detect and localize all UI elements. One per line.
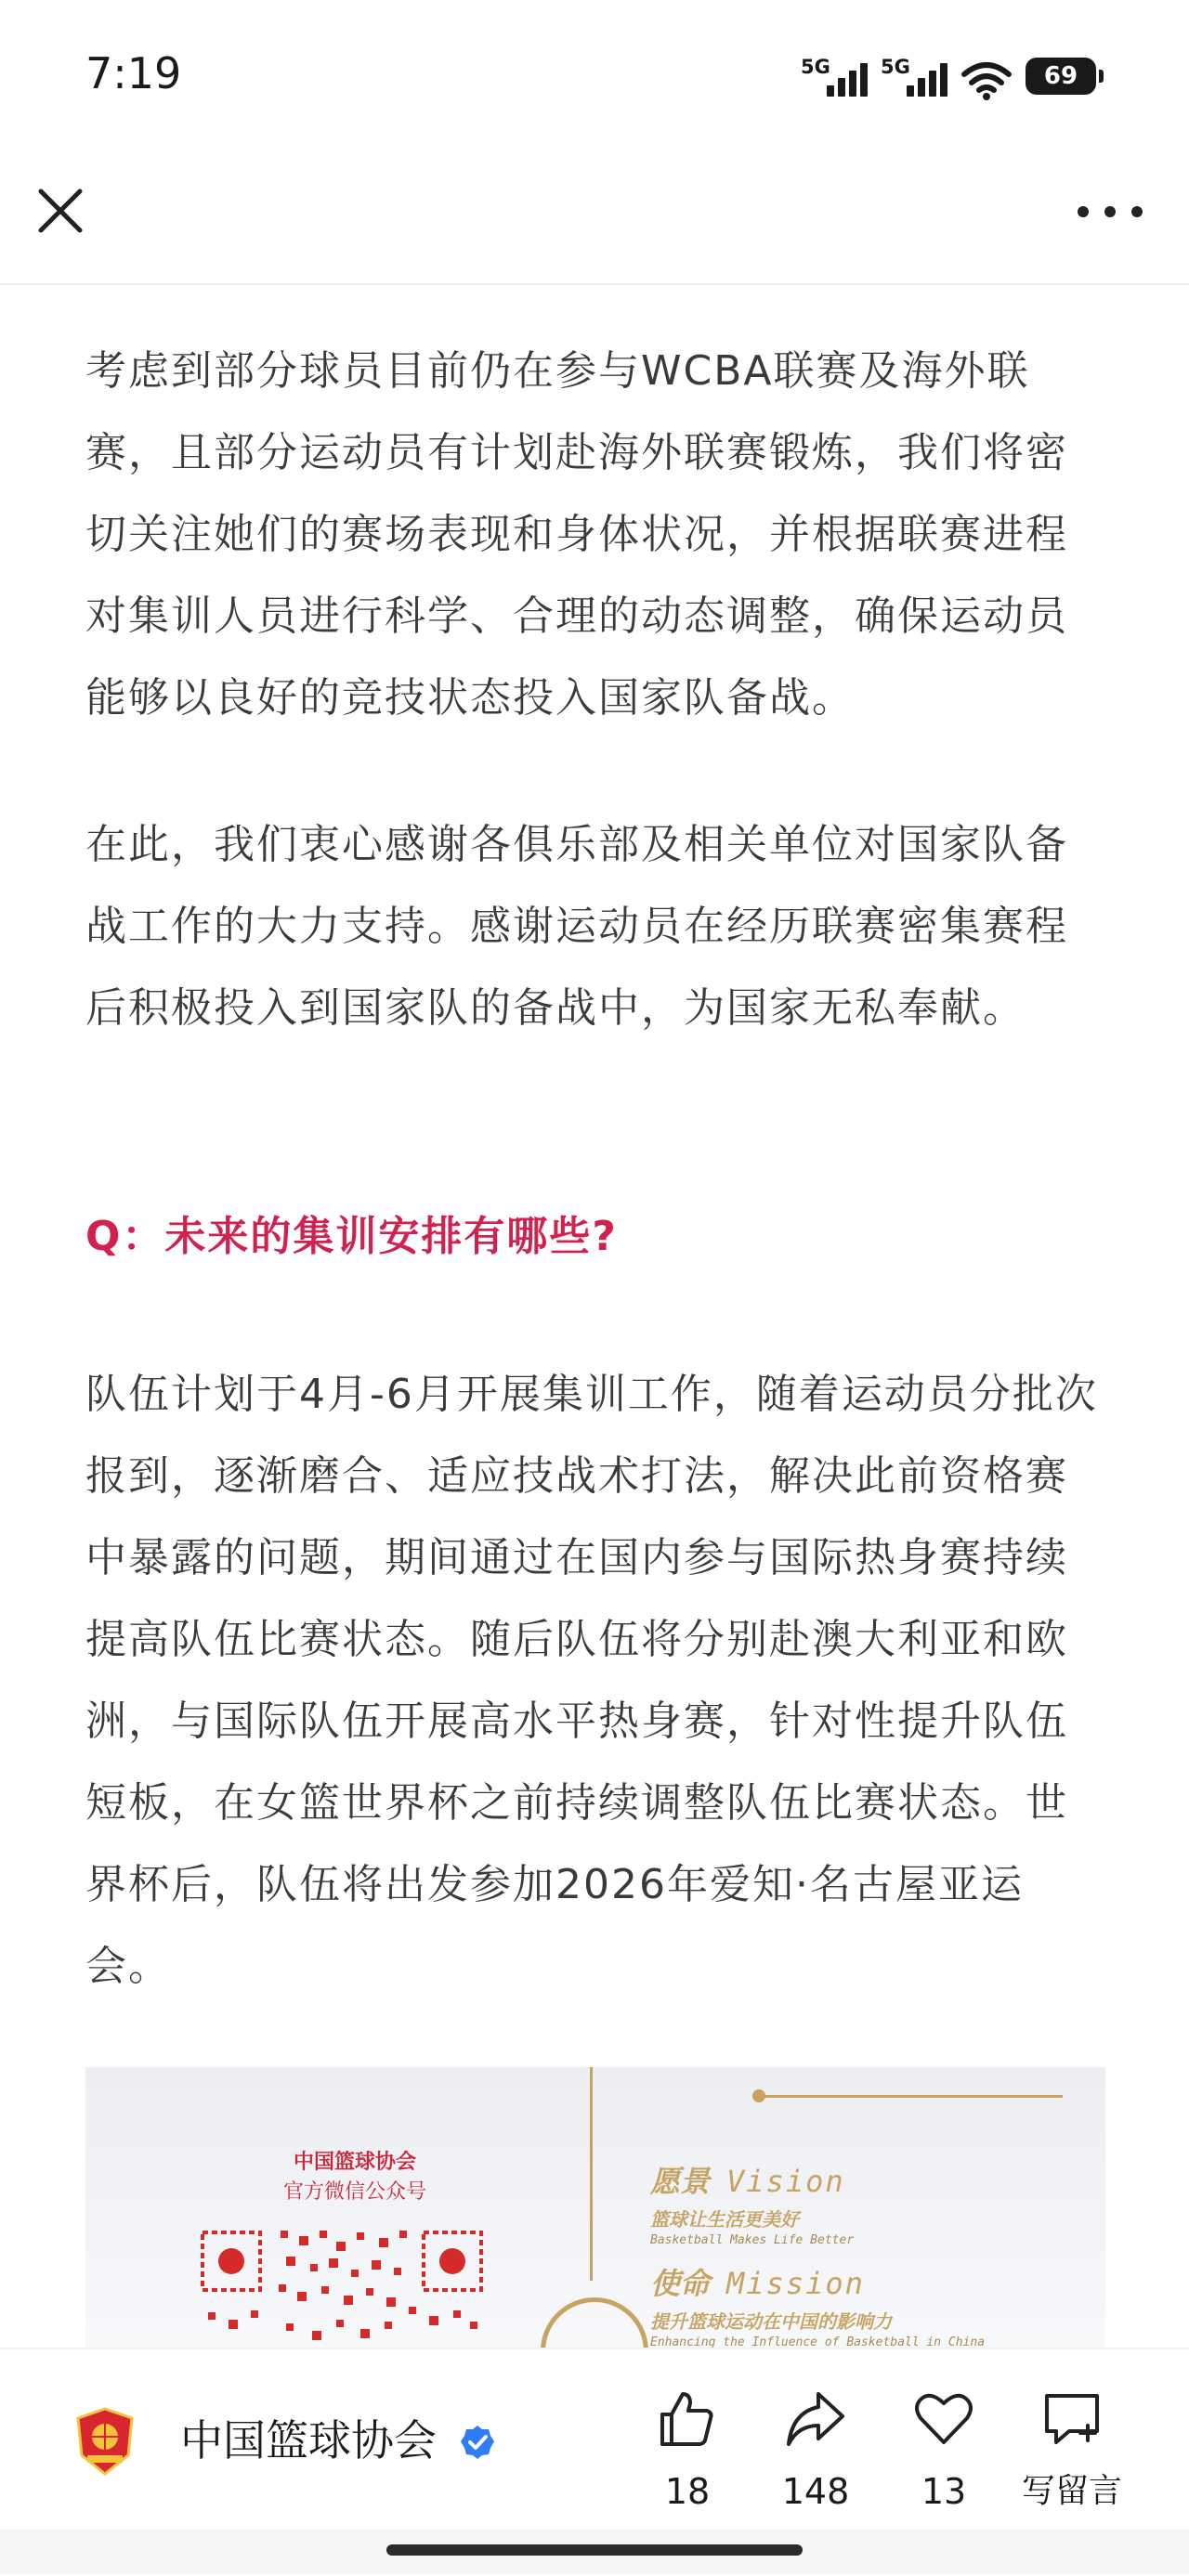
write-comment-label: 写留言 — [1021, 2472, 1122, 2510]
article-paragraph: 队伍计划于4月-6月开展集训工作，随着运动员分批次报到，逐渐磨合、适应技战术打法，解决此前资格赛中暴露的问题，期间通过在国内参与国际热身赛持续提高队伍比赛状态。随后队伍将分别赴澳大利亚和欧洲，与国际队伍开展高水平热身赛，针对性提升队伍短板，在女篮世界杯之前持续调整队伍比赛状态。世界杯后，队伍将出发参加2026年爱知·名古屋亚运会。 — [85, 1371, 1098, 1990]
like-button[interactable] — [632, 2388, 743, 2515]
article-paragraph: 在此，我们衷心感谢各俱乐部及相关单位对国家队备战工作的大力支持。感谢运动员在经历联赛密集赛程后积极投入到国家队的备战中，为国家无私奉献。 — [85, 821, 1068, 1032]
heart-icon — [913, 2388, 974, 2450]
write-comment-button[interactable] — [1016, 2388, 1128, 2515]
vision-slogan-cn: 篮球让生活更美好 — [650, 2208, 799, 2231]
mission-title-en: Mission — [726, 2266, 865, 2301]
mission-slogan-cn: 提升篮球运动在中国的影响力 — [650, 2310, 892, 2333]
close-icon[interactable] — [35, 186, 85, 236]
share-button[interactable] — [760, 2388, 871, 2515]
share-icon — [785, 2388, 846, 2450]
vision-title-cn: 愿景 — [650, 2164, 711, 2199]
battery-icon: 69 — [1026, 58, 1096, 95]
verified-badge-icon — [459, 2424, 496, 2461]
comment-icon — [1041, 2388, 1103, 2450]
mission-slogan-en: Enhancing the Influence of Basketball in China — [650, 2335, 986, 2348]
thumbs-up-icon — [657, 2388, 718, 2450]
more-icon[interactable] — [1078, 193, 1143, 230]
banner-decoration — [760, 2095, 1063, 2098]
banner-org-sub: 官方微信公众号 — [282, 2180, 426, 2204]
section-heading: Q：未来的集训安排有哪些? — [85, 1213, 618, 1260]
banner-decoration — [590, 2067, 593, 2281]
sim1-label: 5G — [801, 56, 830, 78]
share-count: 148 — [781, 2471, 850, 2512]
qr-code-icon — [197, 2223, 487, 2348]
basketball-icon — [541, 2297, 648, 2348]
status-icons — [801, 48, 1096, 100]
sim2-label: 5G — [881, 56, 910, 78]
favorite-button[interactable] — [888, 2388, 1000, 2515]
nav-divider — [0, 283, 1189, 285]
article-paragraph: 考虑到部分球员目前仍在参与WCBA联赛及海外联赛，且部分运动员有计划赴海外联赛锻炼，我们将密切关注她们的赛场表现和身体状况，并根据联赛进程对集训人员进行科学、合理的动态调整，确保运动员能够以良好的竞技状态投入国家队备战。 — [85, 347, 1068, 722]
account-logo-icon[interactable] — [74, 2407, 136, 2476]
account-name[interactable]: 中国篮球协会 — [180, 2415, 437, 2465]
wifi-icon — [960, 59, 1013, 100]
banner-mission — [650, 2260, 985, 2348]
status-time: 7:19 — [85, 48, 182, 98]
status-bar — [0, 0, 1189, 158]
mission-title-cn: 使命 — [650, 2266, 711, 2301]
vision-slogan-en: Basketball Makes Life Better — [650, 2233, 855, 2247]
promo-banner[interactable] — [85, 2067, 1105, 2348]
signal-icon — [801, 52, 868, 100]
banner-org-name: 中国篮球协会 — [293, 2151, 416, 2174]
vision-title-en: Vision — [726, 2164, 845, 2199]
like-count: 18 — [664, 2471, 711, 2512]
banner-vision — [650, 2158, 854, 2247]
favorite-count: 13 — [921, 2471, 967, 2512]
signal-icon — [881, 52, 947, 100]
home-indicator[interactable] — [386, 2544, 803, 2556]
